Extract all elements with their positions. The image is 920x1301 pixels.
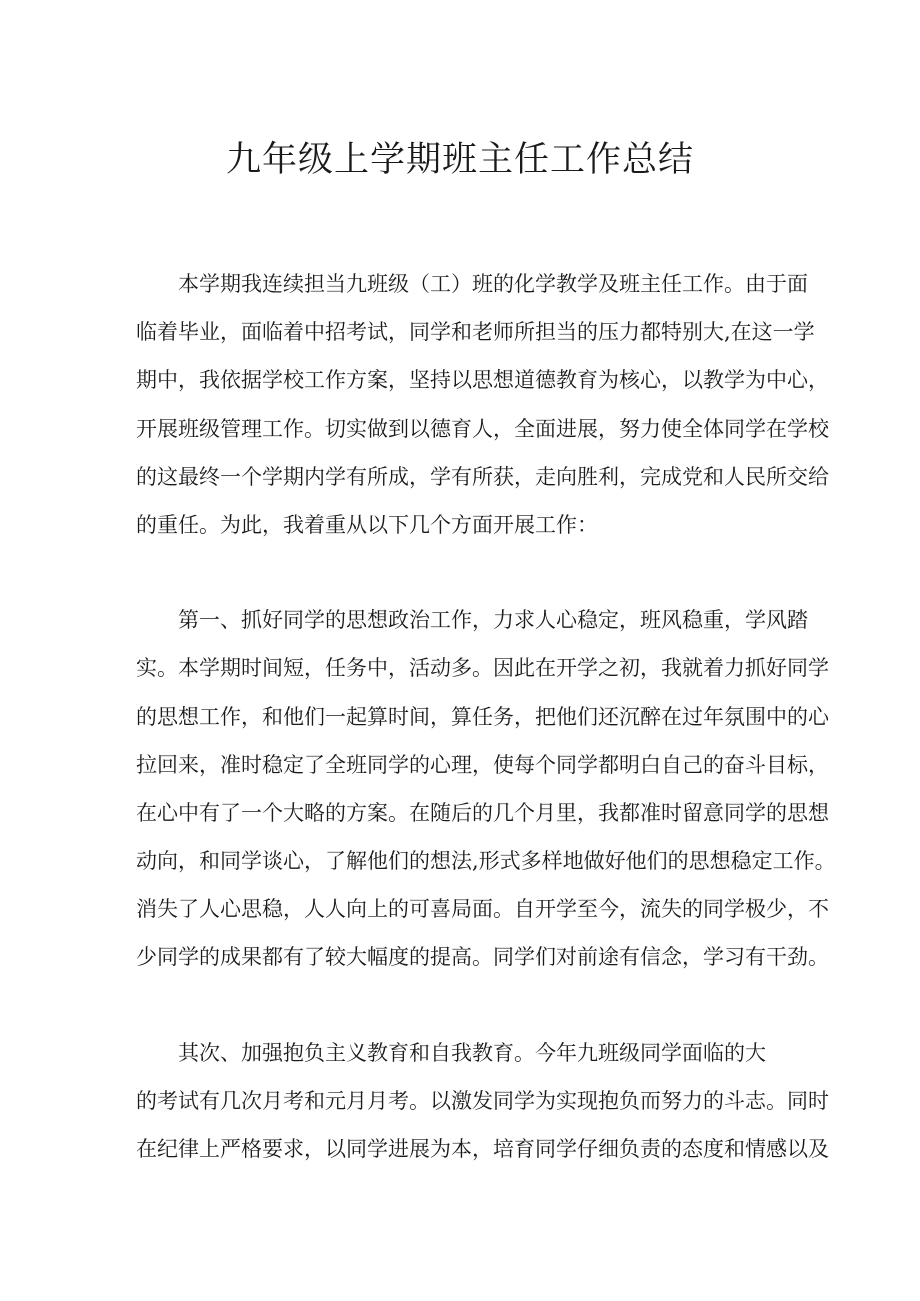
paragraph-line: 拉回来，准时稳定了全班同学的心理，使每个同学都明白自己的奋斗目标， bbox=[136, 753, 829, 777]
paragraph-line: 第一、抓好同学的思想政治工作，力求人心稳定，班风稳重，学风踏 bbox=[178, 608, 808, 632]
paragraph-line: 在纪律上严格要求，以同学进展为本，培育同学仔细负责的态度和情感以及 bbox=[136, 1137, 829, 1161]
document-title: 九年级上学期班主任工作总结 bbox=[225, 140, 694, 180]
paragraph-line: 本学期我连续担当九班级（工）班的化学教学及班主任工作。由于面 bbox=[178, 272, 808, 296]
paragraph-line: 的重任。为此，我着重从以下几个方面开展工作： bbox=[136, 513, 598, 537]
paragraph-line: 的这最终一个学期内学有所成，学有所获，走向胜利，完成党和人民所交给 bbox=[136, 465, 829, 489]
paragraph-line: 实。本学期时间短，任务中，活动多。因此在开学之初，我就着力抓好同学 bbox=[136, 656, 829, 680]
paragraph-line: 少同学的成果都有了较大幅度的提高。同学们对前途有信念，学习有干劲。 bbox=[136, 945, 829, 969]
paragraph-line: 临着毕业，面临着中招考试，同学和老师所担当的压力都特别大,在这一学 bbox=[136, 320, 815, 344]
paragraph-line: 动向，和同学谈心，了解他们的想法,形式多样地做好他们的思想稳定工作。 bbox=[136, 849, 836, 873]
paragraph-line: 其次、加强抱负主义教育和自我教育。今年九班级同学面临的大 bbox=[178, 1041, 766, 1065]
paragraph-line: 在心中有了一个大略的方案。在随后的几个月里，我都准时留意同学的思想 bbox=[136, 801, 829, 825]
paragraph-line: 开展班级管理工作。切实做到以德育人，全面进展，努力使全体同学在学校 bbox=[136, 417, 829, 441]
paragraph-line: 的思想工作，和他们一起算时间，算任务，把他们还沉醉在过年氛围中的心 bbox=[136, 705, 829, 729]
paragraph-line: 期中，我依据学校工作方案，坚持以思想道德教育为核心，以教学为中心， bbox=[136, 368, 829, 392]
paragraph-line: 的考试有几次月考和元月月考。以激发同学为实现抱负而努力的斗志。同时 bbox=[136, 1089, 829, 1113]
paragraph-line: 消失了人心思稳，人人向上的可喜局面。自开学至今，流失的同学极少，不 bbox=[136, 897, 829, 921]
